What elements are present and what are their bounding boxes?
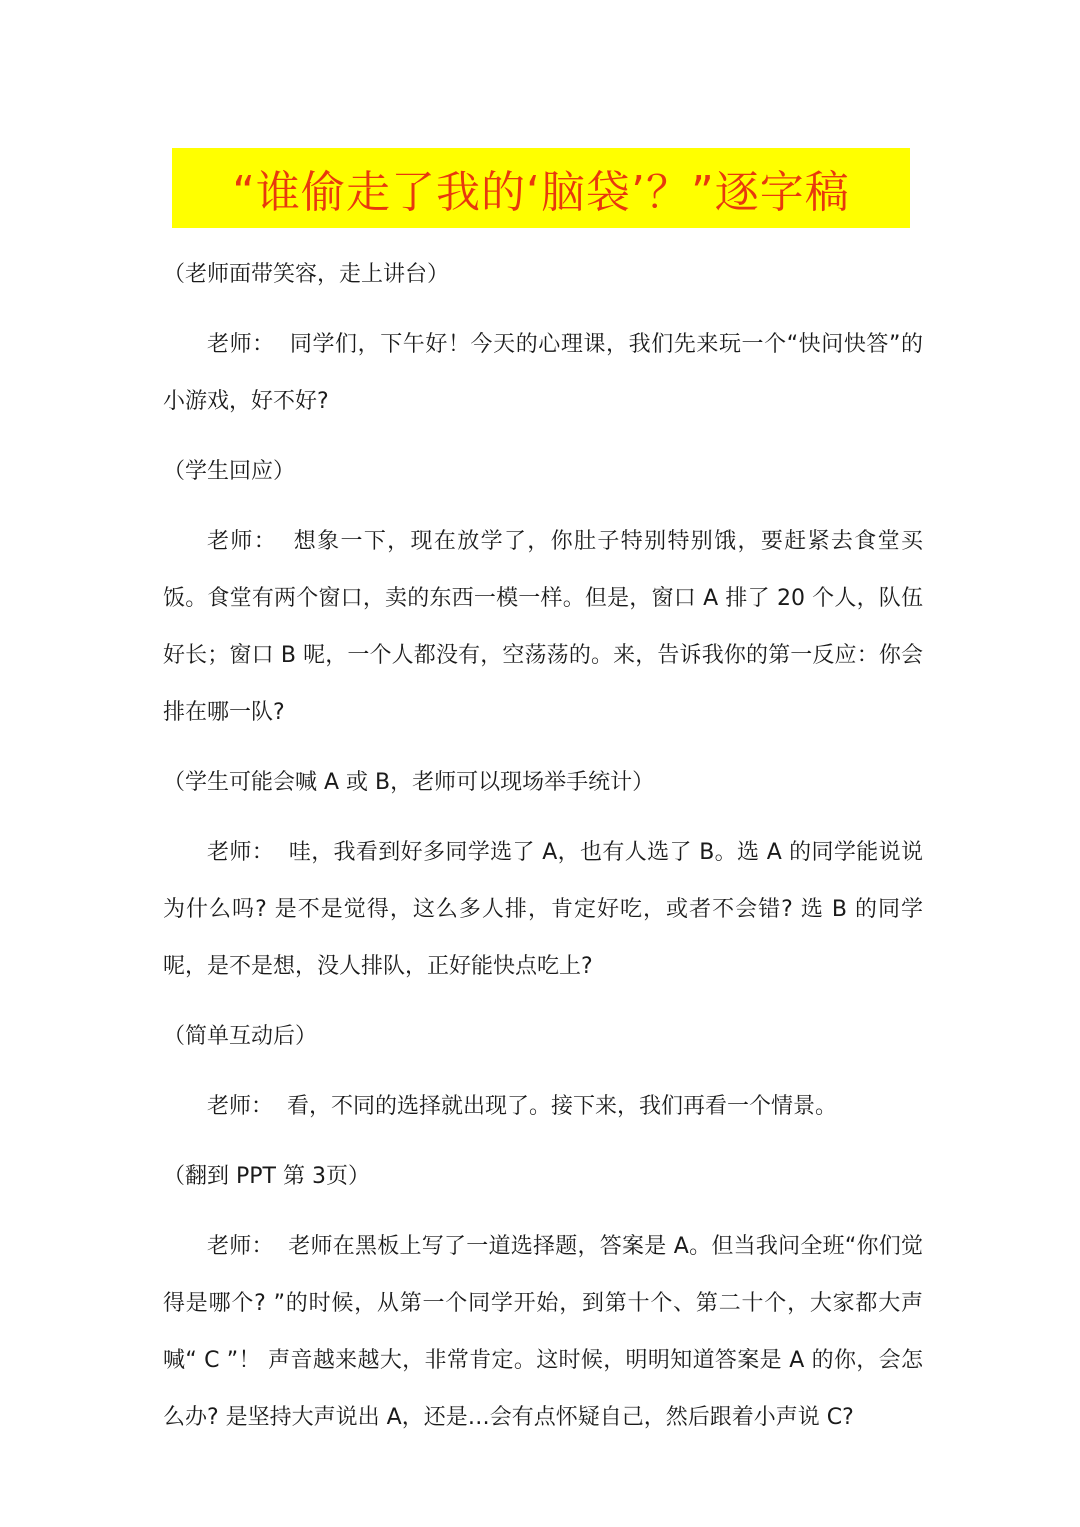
teacher-speech: 老师： 老师在黑板上写了一道选择题，答案是 A。但当我问全班“你们觉得是哪个? ”的时候，从第一个同学开始，到第十个、第二十个，大家都大声喊“ C ”！ 声音越来越大，非常肯定。这时候，明明知道答案是 A 的你，会怎么办? 是坚持大声说出 A，还是…会有点怀疑自己，然后跟着小声说 C?	[163, 1234, 923, 1430]
stage-direction: （翻到 PPT 第 3页）	[163, 1164, 370, 1189]
document-title: “谁偷走了我的‘脑袋’？”逐字稿	[232, 167, 850, 218]
title-banner	[172, 148, 910, 228]
teacher-speech: 老师： 同学们，下午好！今天的心理课，我们先来玩一个“快问快答”的小游戏，好不好?	[163, 332, 923, 414]
teacher-speech: 老师： 看，不同的选择就出现了。接下来，我们再看一个情景。	[207, 1094, 837, 1119]
teacher-speech: 老师： 哇，我看到好多同学选了 A，也有人选了 B。选 A 的同学能说说为什么吗? 是不是觉得，这么多人排，肯定好吃，或者不会错? 选 B 的同学呢，是不是想，没人排队，正好能快点吃上?	[163, 840, 923, 979]
transcript-body	[163, 246, 923, 1459]
stage-direction: （简单互动后）	[163, 1024, 318, 1049]
stage-direction: （学生回应）	[163, 459, 296, 484]
stage-direction: （学生可能会喊 A 或 B，老师可以现场举手统计）	[163, 770, 655, 795]
teacher-speech: 老师： 想象一下，现在放学了，你肚子特别特别饿，要赶紧去食堂买饭。食堂有两个窗口，卖的东西一模一样。但是，窗口 A 排了 20 个人，队伍好长；窗口 B 呢，一个人都没有，空荡荡的。来，告诉我你的第一反应：你会排在哪一队?	[163, 529, 923, 725]
stage-direction: （老师面带笑容，走上讲台）	[163, 262, 450, 287]
